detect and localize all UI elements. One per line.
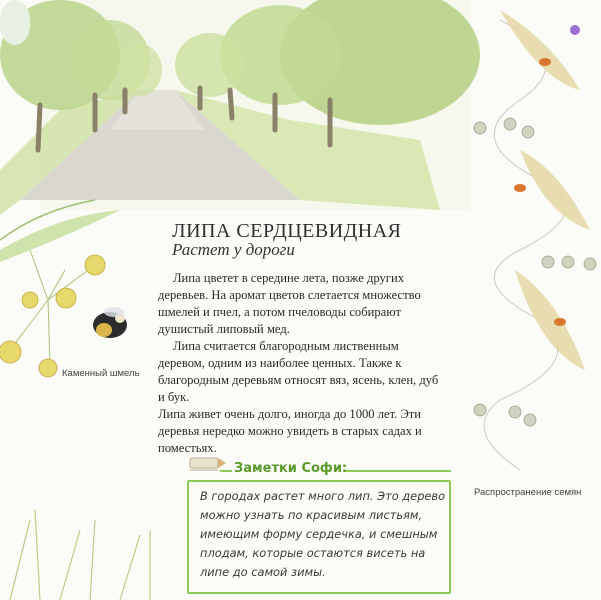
seed-dispersal-illustration (474, 10, 596, 470)
paragraph-3: Липа живет очень долго, иногда до 1000 лет. Эти деревья нередко можно увидеть в старых садах и поместьях. (158, 407, 422, 455)
paragraph-1: Липа цветет в середине лета, позже других деревьев. На аромат цветов слетается множество шмелей и пчел, а потом пчеловоды собирают душистый липовый мед. (158, 271, 421, 336)
article-body (158, 270, 448, 457)
pencil-icon (190, 458, 226, 470)
paragraph-2: Липа считается благородным лиственным деревом, одним из наиболее ценных. Также к благородным деревьям относят вяз, ясень, клен, дуб и бук. (158, 339, 439, 404)
notes-title: Заметки Софи: (234, 461, 348, 476)
bee-caption: Каменный шмель (62, 368, 140, 379)
linden-branch-illustration (0, 200, 150, 600)
seeds-caption: Распространение семян (474, 487, 582, 498)
bumblebee-illustration (93, 307, 127, 338)
notes-text: В городах растет много лип. Это дерево можно узнать по красивым листьям, имеющим форму сердечка, и смешным плодам, которые остаются висеть на липе до самой зимы. (200, 489, 446, 579)
article-title: ЛИПА СЕРДЦЕВИДНАЯ (172, 220, 402, 242)
tree-alley-painting (0, 0, 480, 215)
article-subtitle: Растет у дороги (172, 240, 295, 259)
